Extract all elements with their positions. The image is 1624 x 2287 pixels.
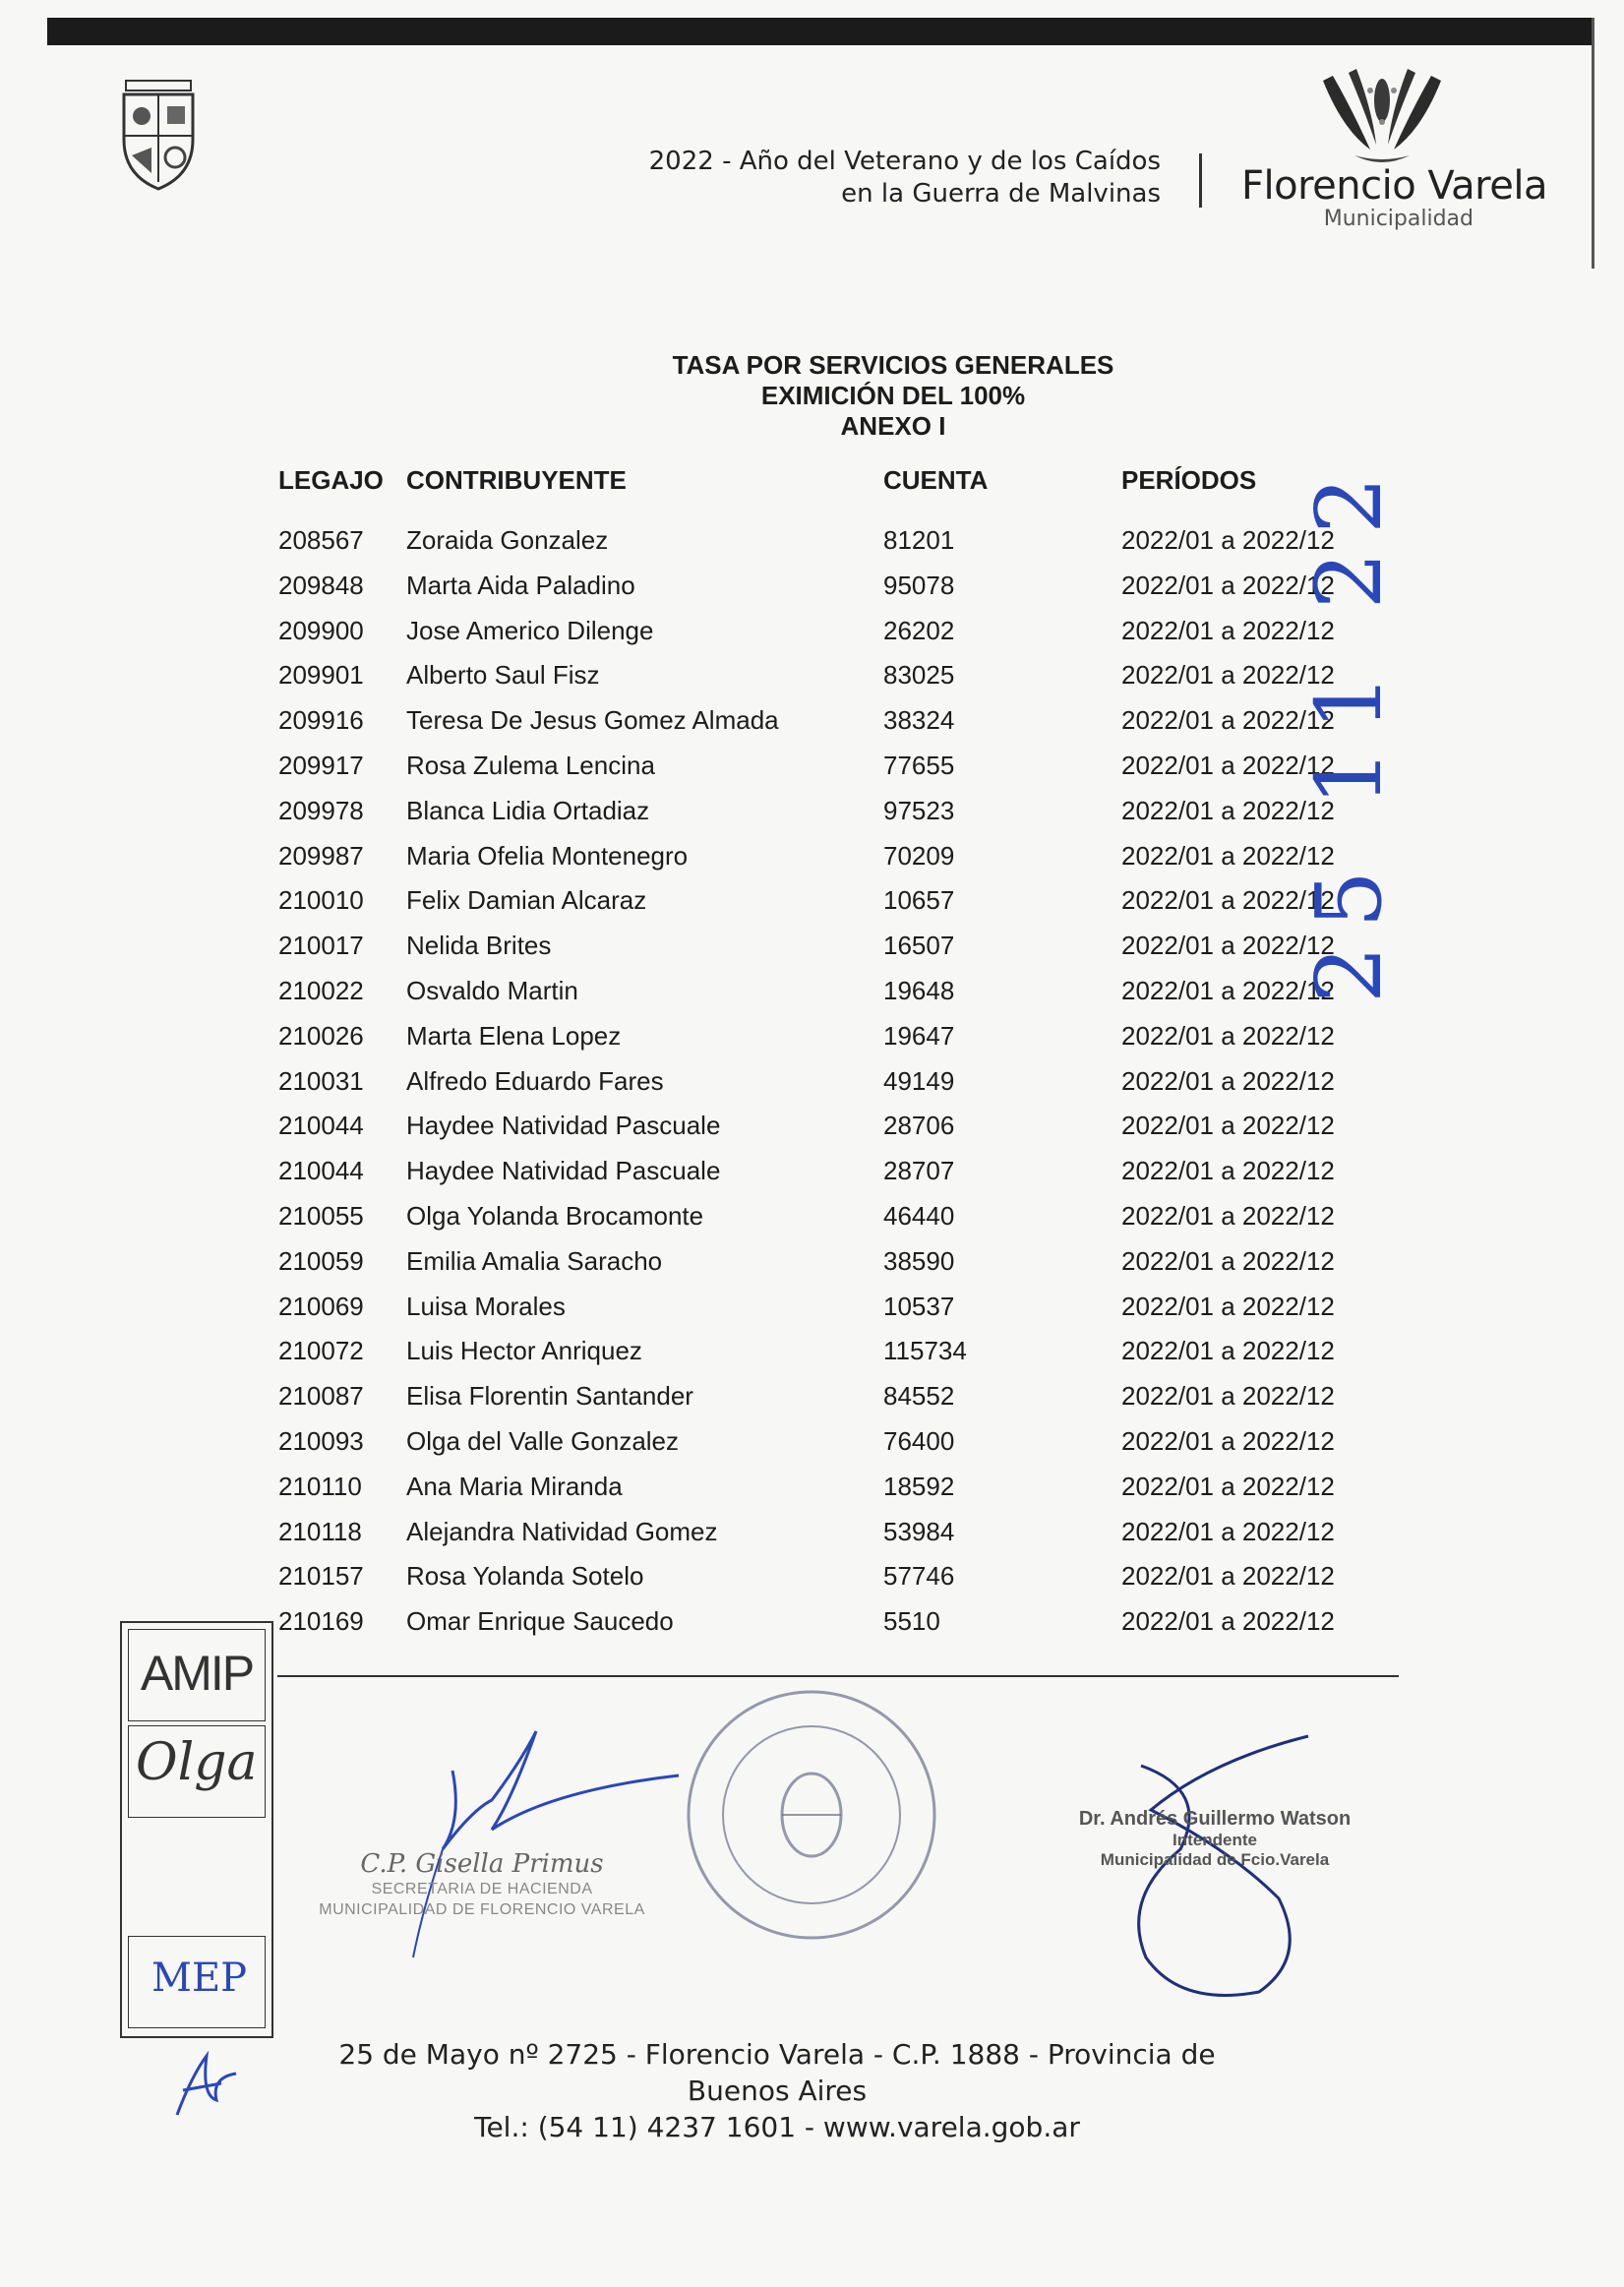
- legajo-cell: 210072: [278, 1336, 364, 1366]
- legajo-cell: 208567: [278, 525, 364, 555]
- page-footer: [285, 2036, 1269, 2145]
- brand-name: Florencio Varela: [1241, 163, 1547, 209]
- legajo-cell: 210017: [278, 931, 364, 961]
- periodo-cell: 2022/01 a 2022/12: [1121, 1065, 1335, 1096]
- signature-left-icon: [413, 1731, 679, 1957]
- cuenta-cell: 18592: [883, 1471, 955, 1501]
- handwritten-date: 25 11 22: [1296, 458, 1402, 1003]
- motto-line-2: en la Guerra de Malvinas: [841, 179, 1161, 209]
- contribuyente-cell: Olga del Valle Gonzalez: [406, 1426, 680, 1456]
- periodo-cell: 2022/01 a 2022/12: [1121, 1111, 1335, 1141]
- initials-mark-icon: [177, 2056, 236, 2115]
- legajo-cell: 209848: [278, 570, 364, 600]
- title-line-3: ANEXO I: [840, 411, 946, 441]
- legajo-cell: 210044: [278, 1111, 364, 1141]
- cuenta-cell: 76400: [883, 1426, 955, 1456]
- contribuyente-cell: Teresa De Jesus Gomez Almada: [406, 705, 779, 736]
- contribuyente-cell: Ana Maria Miranda: [406, 1471, 623, 1501]
- periodo-cell: 2022/01 a 2022/12: [1121, 840, 1335, 871]
- cuenta-cell: 81201: [883, 525, 955, 555]
- periodo-cell: 2022/01 a 2022/12: [1121, 525, 1335, 555]
- legajo-cell: 210157: [278, 1561, 364, 1592]
- cuenta-cell: 83025: [883, 660, 955, 691]
- legajo-cell: 210010: [278, 885, 364, 916]
- periodo-cell: 2022/01 a 2022/12: [1121, 1156, 1335, 1186]
- periodo-cell: 2022/01 a 2022/12: [1121, 1561, 1335, 1592]
- periodo-cell: 2022/01 a 2022/12: [1121, 1471, 1335, 1501]
- contribuyente-cell: Marta Elena Lopez: [406, 1020, 622, 1051]
- periodo-cell: 2022/01 a 2022/12: [1121, 705, 1335, 736]
- contribuyente-cell: Marta Aida Paladino: [406, 570, 635, 600]
- contribuyente-cell: Olga Yolanda Brocamonte: [406, 1201, 704, 1231]
- legajo-cell: 209900: [278, 615, 364, 645]
- periodo-cell: 2022/01 a 2022/12: [1121, 1606, 1335, 1637]
- title-line-1: TASA POR SERVICIOS GENERALES: [672, 350, 1114, 380]
- periodo-cell: 2022/01 a 2022/12: [1121, 751, 1335, 780]
- periodo-cell: 2022/01 a 2022/12: [1121, 1201, 1335, 1231]
- contribuyente-cell: Jose Americo Dilenge: [406, 615, 654, 645]
- signer-left-name: C.P. Gisella Primus: [360, 1849, 604, 1879]
- contribuyente-cell: Emilia Amalia Saracho: [406, 1245, 663, 1276]
- column-header-legajo: LEGAJO: [278, 465, 384, 495]
- signature-block-right: [1053, 1808, 1377, 1870]
- contribuyente-cell: Luisa Morales: [406, 1291, 566, 1321]
- cuenta-cell: 95078: [883, 570, 955, 600]
- stamp-label: AMIP: [140, 1646, 254, 1701]
- periodo-cell: 2022/01 a 2022/12: [1121, 795, 1335, 825]
- legajo-cell: 209916: [278, 705, 364, 736]
- signature-block-left: [295, 1849, 669, 1920]
- periodo-cell: 2022/01 a 2022/12: [1121, 1336, 1335, 1366]
- cuenta-cell: 28707: [883, 1156, 955, 1186]
- contribuyente-cell: Nelida Brites: [406, 931, 552, 961]
- contribuyente-cell: Rosa Yolanda Sotelo: [406, 1561, 644, 1592]
- signer-left-role-1: SECRETARIA DE HACIENDA: [371, 1881, 593, 1897]
- contribuyente-cell: Maria Ofelia Montenegro: [406, 840, 689, 871]
- title-line-2: EXIMICIÓN DEL 100%: [760, 381, 1026, 410]
- cuenta-cell: 28706: [883, 1111, 955, 1141]
- brand-subtitle: Municipalidad: [1323, 207, 1474, 231]
- contribuyente-cell: Haydee Natividad Pascuale: [406, 1111, 721, 1141]
- signer-right-role-2: Municipalidad de Fcio.Varela: [1100, 1850, 1330, 1869]
- contribuyente-cell: Zoraida Gonzalez: [406, 525, 609, 555]
- legajo-cell: 210055: [278, 1201, 364, 1231]
- motto-line-1: 2022 - Año del Veterano y de los Caídos: [648, 147, 1161, 176]
- legajo-cell: 210031: [278, 1065, 364, 1096]
- contribuyente-cell: Alberto Saul Fisz: [406, 660, 600, 691]
- contribuyente-cell: Haydee Natividad Pascuale: [406, 1156, 721, 1186]
- cuenta-cell: 38324: [883, 705, 955, 736]
- cuenta-cell: 16507: [883, 931, 955, 961]
- periodo-cell: 2022/01 a 2022/12: [1121, 1516, 1335, 1546]
- legajo-cell: 210110: [278, 1471, 362, 1501]
- legajo-cell: 210044: [278, 1156, 364, 1186]
- periodo-cell: 2022/01 a 2022/12: [1121, 1245, 1335, 1276]
- signer-right-role-1: Intendente: [1173, 1831, 1257, 1849]
- cuenta-cell: 115734: [883, 1336, 967, 1366]
- periodo-cell: 2022/01 a 2022/12: [1121, 1381, 1335, 1412]
- periodo-cell: 2022/01 a 2022/12: [1121, 615, 1335, 645]
- contribuyente-cell: Alejandra Natividad Gomez: [406, 1516, 718, 1546]
- cuenta-cell: 49149: [883, 1065, 955, 1096]
- periodo-cell: 2022/01 a 2022/12: [1121, 1020, 1335, 1051]
- cuenta-cell: 84552: [883, 1381, 955, 1412]
- contribuyente-cell: Osvaldo Martin: [406, 976, 578, 1005]
- periodo-cell: 2022/01 a 2022/12: [1121, 570, 1335, 600]
- cuenta-cell: 10657: [883, 885, 955, 916]
- cuenta-cell: 19648: [883, 976, 955, 1005]
- cuenta-cell: 5510: [883, 1606, 940, 1637]
- cuenta-cell: 10537: [883, 1291, 955, 1321]
- legajo-cell: 210069: [278, 1291, 364, 1321]
- legajo-cell: 210169: [278, 1606, 364, 1637]
- stamp-handwriting-2: MEP: [151, 1956, 248, 2001]
- column-header-cuenta: CUENTA: [883, 465, 989, 495]
- contribuyente-cell: Elisa Florentin Santander: [406, 1381, 693, 1412]
- contribuyente-cell: Luis Hector Anriquez: [406, 1336, 642, 1366]
- cuenta-cell: 57746: [883, 1561, 955, 1592]
- stamp-handwriting-1: Olga: [136, 1733, 258, 1792]
- legajo-cell: 210022: [278, 976, 364, 1005]
- legajo-cell: 210026: [278, 1020, 364, 1051]
- signer-left-role-2: MUNICIPALIDAD DE FLORENCIO VARELA: [319, 1901, 645, 1918]
- contribuyente-cell: Blanca Lidia Ortadiaz: [406, 795, 650, 825]
- periodo-cell: 2022/01 a 2022/12: [1121, 931, 1335, 961]
- cuenta-cell: 97523: [883, 795, 955, 825]
- periodo-cell: 2022/01 a 2022/12: [1121, 885, 1335, 916]
- legajo-cell: 209917: [278, 751, 364, 780]
- contribuyente-cell: Felix Damian Alcaraz: [406, 885, 647, 916]
- contribuyente-cell: Rosa Zulema Lencina: [406, 751, 655, 780]
- column-header-contribuyente: CONTRIBUYENTE: [406, 465, 627, 495]
- column-header-periodos: PERÍODOS: [1121, 465, 1257, 495]
- legajo-cell: 209987: [278, 840, 364, 871]
- signer-right-name: Dr. Andrés Guillermo Watson: [1078, 1808, 1352, 1830]
- cuenta-cell: 26202: [883, 615, 955, 645]
- cuenta-cell: 46440: [883, 1201, 955, 1231]
- legajo-cell: 210087: [278, 1381, 364, 1412]
- periodo-cell: 2022/01 a 2022/12: [1121, 660, 1335, 691]
- legajo-cell: 210093: [278, 1426, 364, 1456]
- cuenta-cell: 38590: [883, 1245, 955, 1276]
- official-seal-icon: [689, 1692, 934, 1938]
- contribuyente-cell: Alfredo Eduardo Fares: [406, 1065, 664, 1096]
- cuenta-cell: 77655: [883, 751, 955, 780]
- periodo-cell: 2022/01 a 2022/12: [1121, 1291, 1335, 1321]
- legajo-cell: 210059: [278, 1245, 364, 1276]
- contribuyente-cell: Omar Enrique Saucedo: [406, 1606, 674, 1637]
- legajo-cell: 210118: [278, 1516, 362, 1546]
- footer-contact: Tel.: (54 11) 4237 1601 - www.varela.gob.ar: [474, 2111, 1080, 2143]
- footer-address: 25 de Mayo nº 2725 - Florencio Varela - C.P. 1888 - Provincia de Buenos Aires: [338, 2038, 1216, 2107]
- cuenta-cell: 53984: [883, 1516, 955, 1546]
- legajo-cell: 209901: [278, 660, 364, 691]
- periodo-cell: 2022/01 a 2022/12: [1121, 976, 1335, 1005]
- periodo-cell: 2022/01 a 2022/12: [1121, 1426, 1335, 1456]
- cuenta-cell: 70209: [883, 840, 955, 871]
- cuenta-cell: 19647: [883, 1020, 955, 1051]
- legajo-cell: 209978: [278, 795, 364, 825]
